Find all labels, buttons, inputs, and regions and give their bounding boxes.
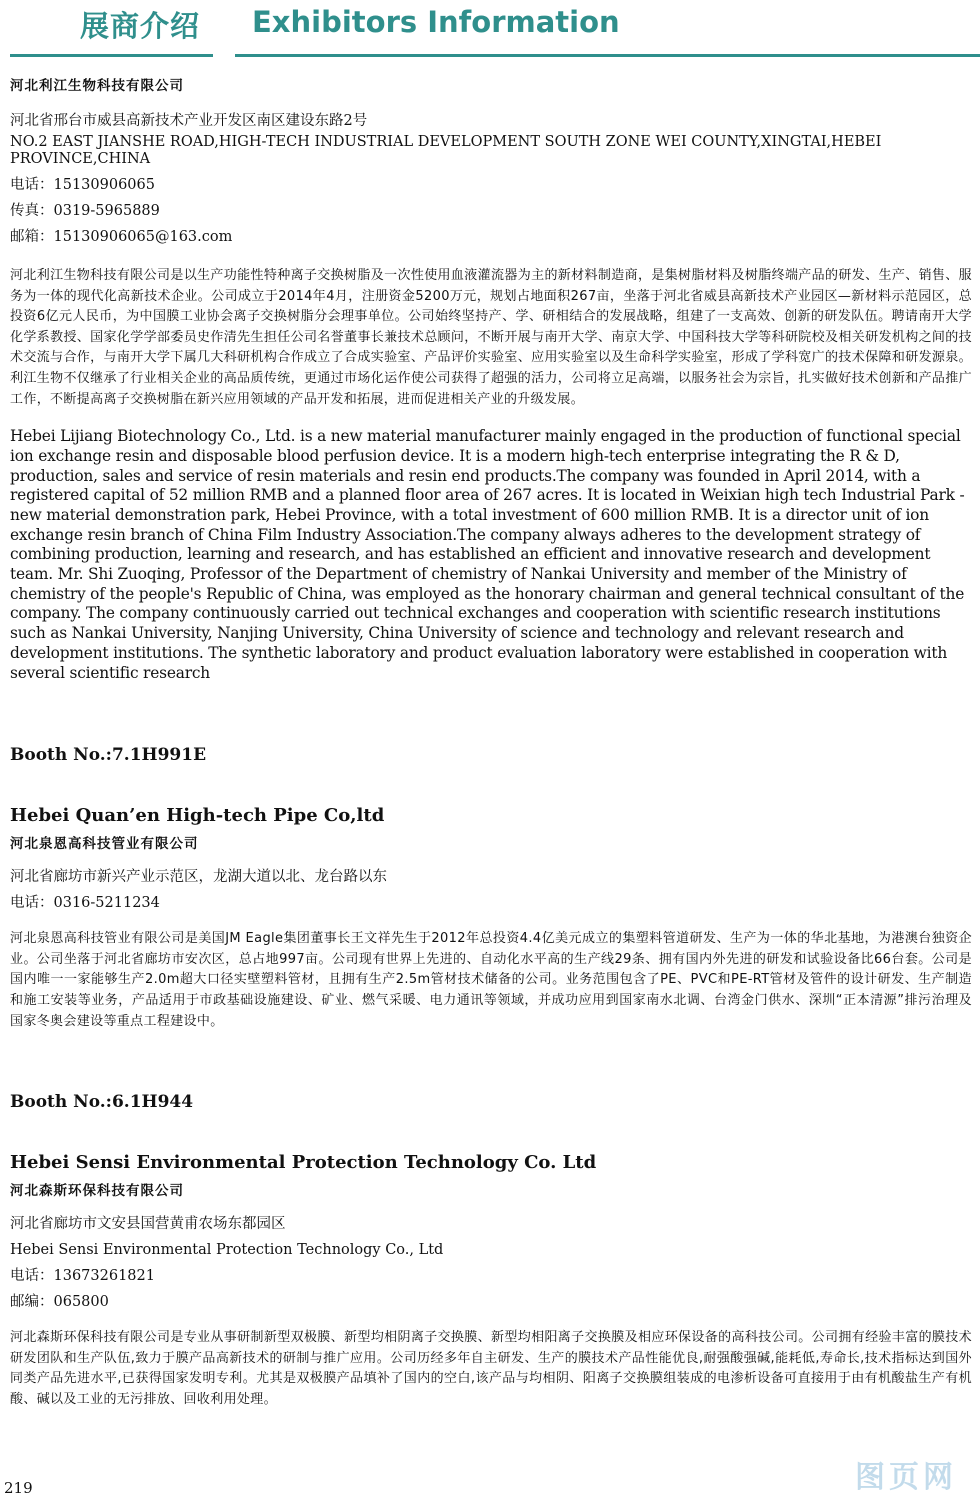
- phone: 电话：0316-5211234: [10, 895, 160, 912]
- fax: 传真：0319-5965889: [10, 203, 160, 219]
- intro-cn: 河北利江生物科技有限公司是以生产功能性特种离子交换树脂及一次性使用血液灌流器为主的新材料制造商，是集树脂材料及树脂终端产品的研发、生产、销售、服务为一体的现代化高新技术企业。公司成立于2014年4月，注册资金5200万元，规划占地面积267亩，坐落于河北省威县高新技术产业园区—新材料示范园区，总投资6亿元人民币，为中国膜工业协会离子交换树脂分会理事单位。公司始终坚持产、学、研相结合的发展战略，组建了一支高效、创新的研发队伍。聘请南开大学化学系教授、国家化学学部委员史作清先生担任公司名誉董事长兼技术总顾问，不断开展与南开大学、南京大学、中国科技大学等科研院校及相关研发机构之间的技术交流与合作，与南开大学下属几大科研机构合作成立了合成实验室、产品评价实验室、应用实验室以及生命科学实验室，形成了学科宽广的技术保障和研发源泉。利江生物不仅继承了行业相关企业的高品质传统，更通过市场化运作使公司获得了超强的活力，公司将立足高端，以服务社会为宗旨，扎实做好技术创新和产品推广工作，不断提高离子交换树脂在新兴应用领域的产品开发和拓展，进而促进相关产业的升级发展。: [10, 268, 972, 407]
- intro-cn: 河北泉恩高科技管业有限公司是美国JM Eagle集团董事长王文祥先生于2012年总投资4.4亿美元成立的集塑料管道研发、生产为一体的华北基地，为港澳台独资企业。公司坐落于河北省廊坊市安次区，总占地997亩。公司现有世界上先进的、自动化水平高的生产线29条、拥有国内外先进的研发和试验设备比66台套。公司是国内唯一一家能够生产2.0m超大口径实壁塑料管材，且拥有生产2.5m管材技术储备的公司。业务范围包含了PE、PVC和PE-RT管材及管件的设计研发、生产制造和施工安装等业务，产品适用于市政基础设施建设、矿业、燃气采暖、电力通讯等领域，并成功应用到国家南水北调、台湾金门供水、深圳“正本清源”排污治理及国家冬奥会建设等重点工程建设中。: [10, 931, 972, 1029]
- company-name-en: Hebei Quan’en High-tech Pipe Co,ltd: [10, 805, 385, 827]
- intro-cn: 河北森斯环保科技有限公司是专业从事研制新型双极膜、新型均相阴离子交换膜、新型均相阳离子交换膜及相应环保设备的高科技公司。公司拥有经验丰富的膜技术研发团队和生产队伍,致力于膜产品高新技术的研制与推广应用。公司历经多年自主研发、生产的膜技术产品性能优良,耐强酸强碱,能耗低,寿命长,技术指标达到国外同类产品先进水平,已获得国家发明专利。尤其是双极膜产品填补了国内的空白,该产品与均相阴、阳离子交换膜组装成的电渗析设备可直接用于由有机酸盐生产有机酸、碱以及工业的无污排放、回收利用处理。: [10, 1330, 972, 1408]
- booth-number: Booth No.:6.1H944: [10, 1092, 194, 1113]
- company-name-cn: 河北森斯环保科技有限公司: [10, 1183, 184, 1200]
- phone: 电话：15130906065: [10, 177, 155, 193]
- watermark-logo: 图页网: [855, 1460, 957, 1495]
- header-rule: [10, 54, 980, 57]
- company-name-en: Hebei Sensi Environmental Protection Technology Co. Ltd: [10, 1152, 597, 1174]
- exhibitor-entry: [10, 75, 972, 767]
- phone: 电话：13673261821: [10, 1268, 155, 1285]
- header-title-en: Exhibitors Information: [252, 5, 620, 39]
- page-header: [0, 0, 980, 62]
- address-cn: 河北省邢台市威县高新技术产业开发区南区建设东路2号: [10, 113, 368, 129]
- header-rule-notch: [213, 49, 235, 58]
- page-number: 219: [4, 1479, 33, 1497]
- company-name-cn: 河北泉恩高科技管业有限公司: [10, 836, 199, 853]
- address-cn: 河北省廊坊市文安县国营黄甫农场东都园区: [10, 1216, 286, 1233]
- header-title-cn: 展商介绍: [80, 9, 201, 43]
- exhibitor-list: [10, 75, 972, 1411]
- email: 邮箱：15130906065@163.com: [10, 229, 233, 245]
- address-en: Hebei Sensi Environmental Protection Technology Co., Ltd: [10, 1242, 444, 1259]
- address-en: NO.2 EAST JIANSHE ROAD,HIGH-TECH INDUSTRIAL DEVELOPMENT SOUTH ZONE WEI COUNTY,XINGTAI,HEBEI PROVINCE,CHINA: [10, 134, 882, 167]
- intro-en: Hebei Lijiang Biotechnology Co., Ltd. is a new material manufacturer mainly engaged in the production of functional special ion exchange resin and disposable blood perfusion device. It is a modern high-tech enterprise integrating the R & D, production, sales and service of resin materials and resin end products.The company was founded in April 2014, with a registered capital of 52 million RMB and a planned floor area of 267 acres. It is located in Weixian high tech Industrial Park - new material demonstration park, Hebei Province, with a total investment of 600 million RMB. It is a director unit of ion exchange resin branch of China Film Industry Association.The company always adheres to the development strategy of combining production, learning and research, and has established an efficient and innovative research and development team. Mr. Shi Zuoqing, Professor of the Department of chemistry of Nankai University and member of the Ministry of chemistry of the people's Republic of China, was employed as the honorary chairman and general technical consultant of the company. The company continuously carried out technical exchanges and cooperation with scientific research institutions such as Nankai University, Nanjing University, China University of science and technology and relevant research and development institutions. The synthetic laboratory and product evaluation laboratory were established in cooperation with several scientific research: [10, 427, 965, 682]
- exhibitor-entry: [10, 804, 972, 1114]
- company-name-cn: 河北利江生物科技有限公司: [10, 78, 184, 94]
- booth-number: Booth No.:7.1H991E: [10, 745, 207, 766]
- postcode: 邮编：065800: [10, 1294, 109, 1311]
- address-cn: 河北省廊坊市新兴产业示范区，龙湖大道以北、龙台路以东: [10, 869, 387, 886]
- exhibitor-entry: [10, 1151, 972, 1410]
